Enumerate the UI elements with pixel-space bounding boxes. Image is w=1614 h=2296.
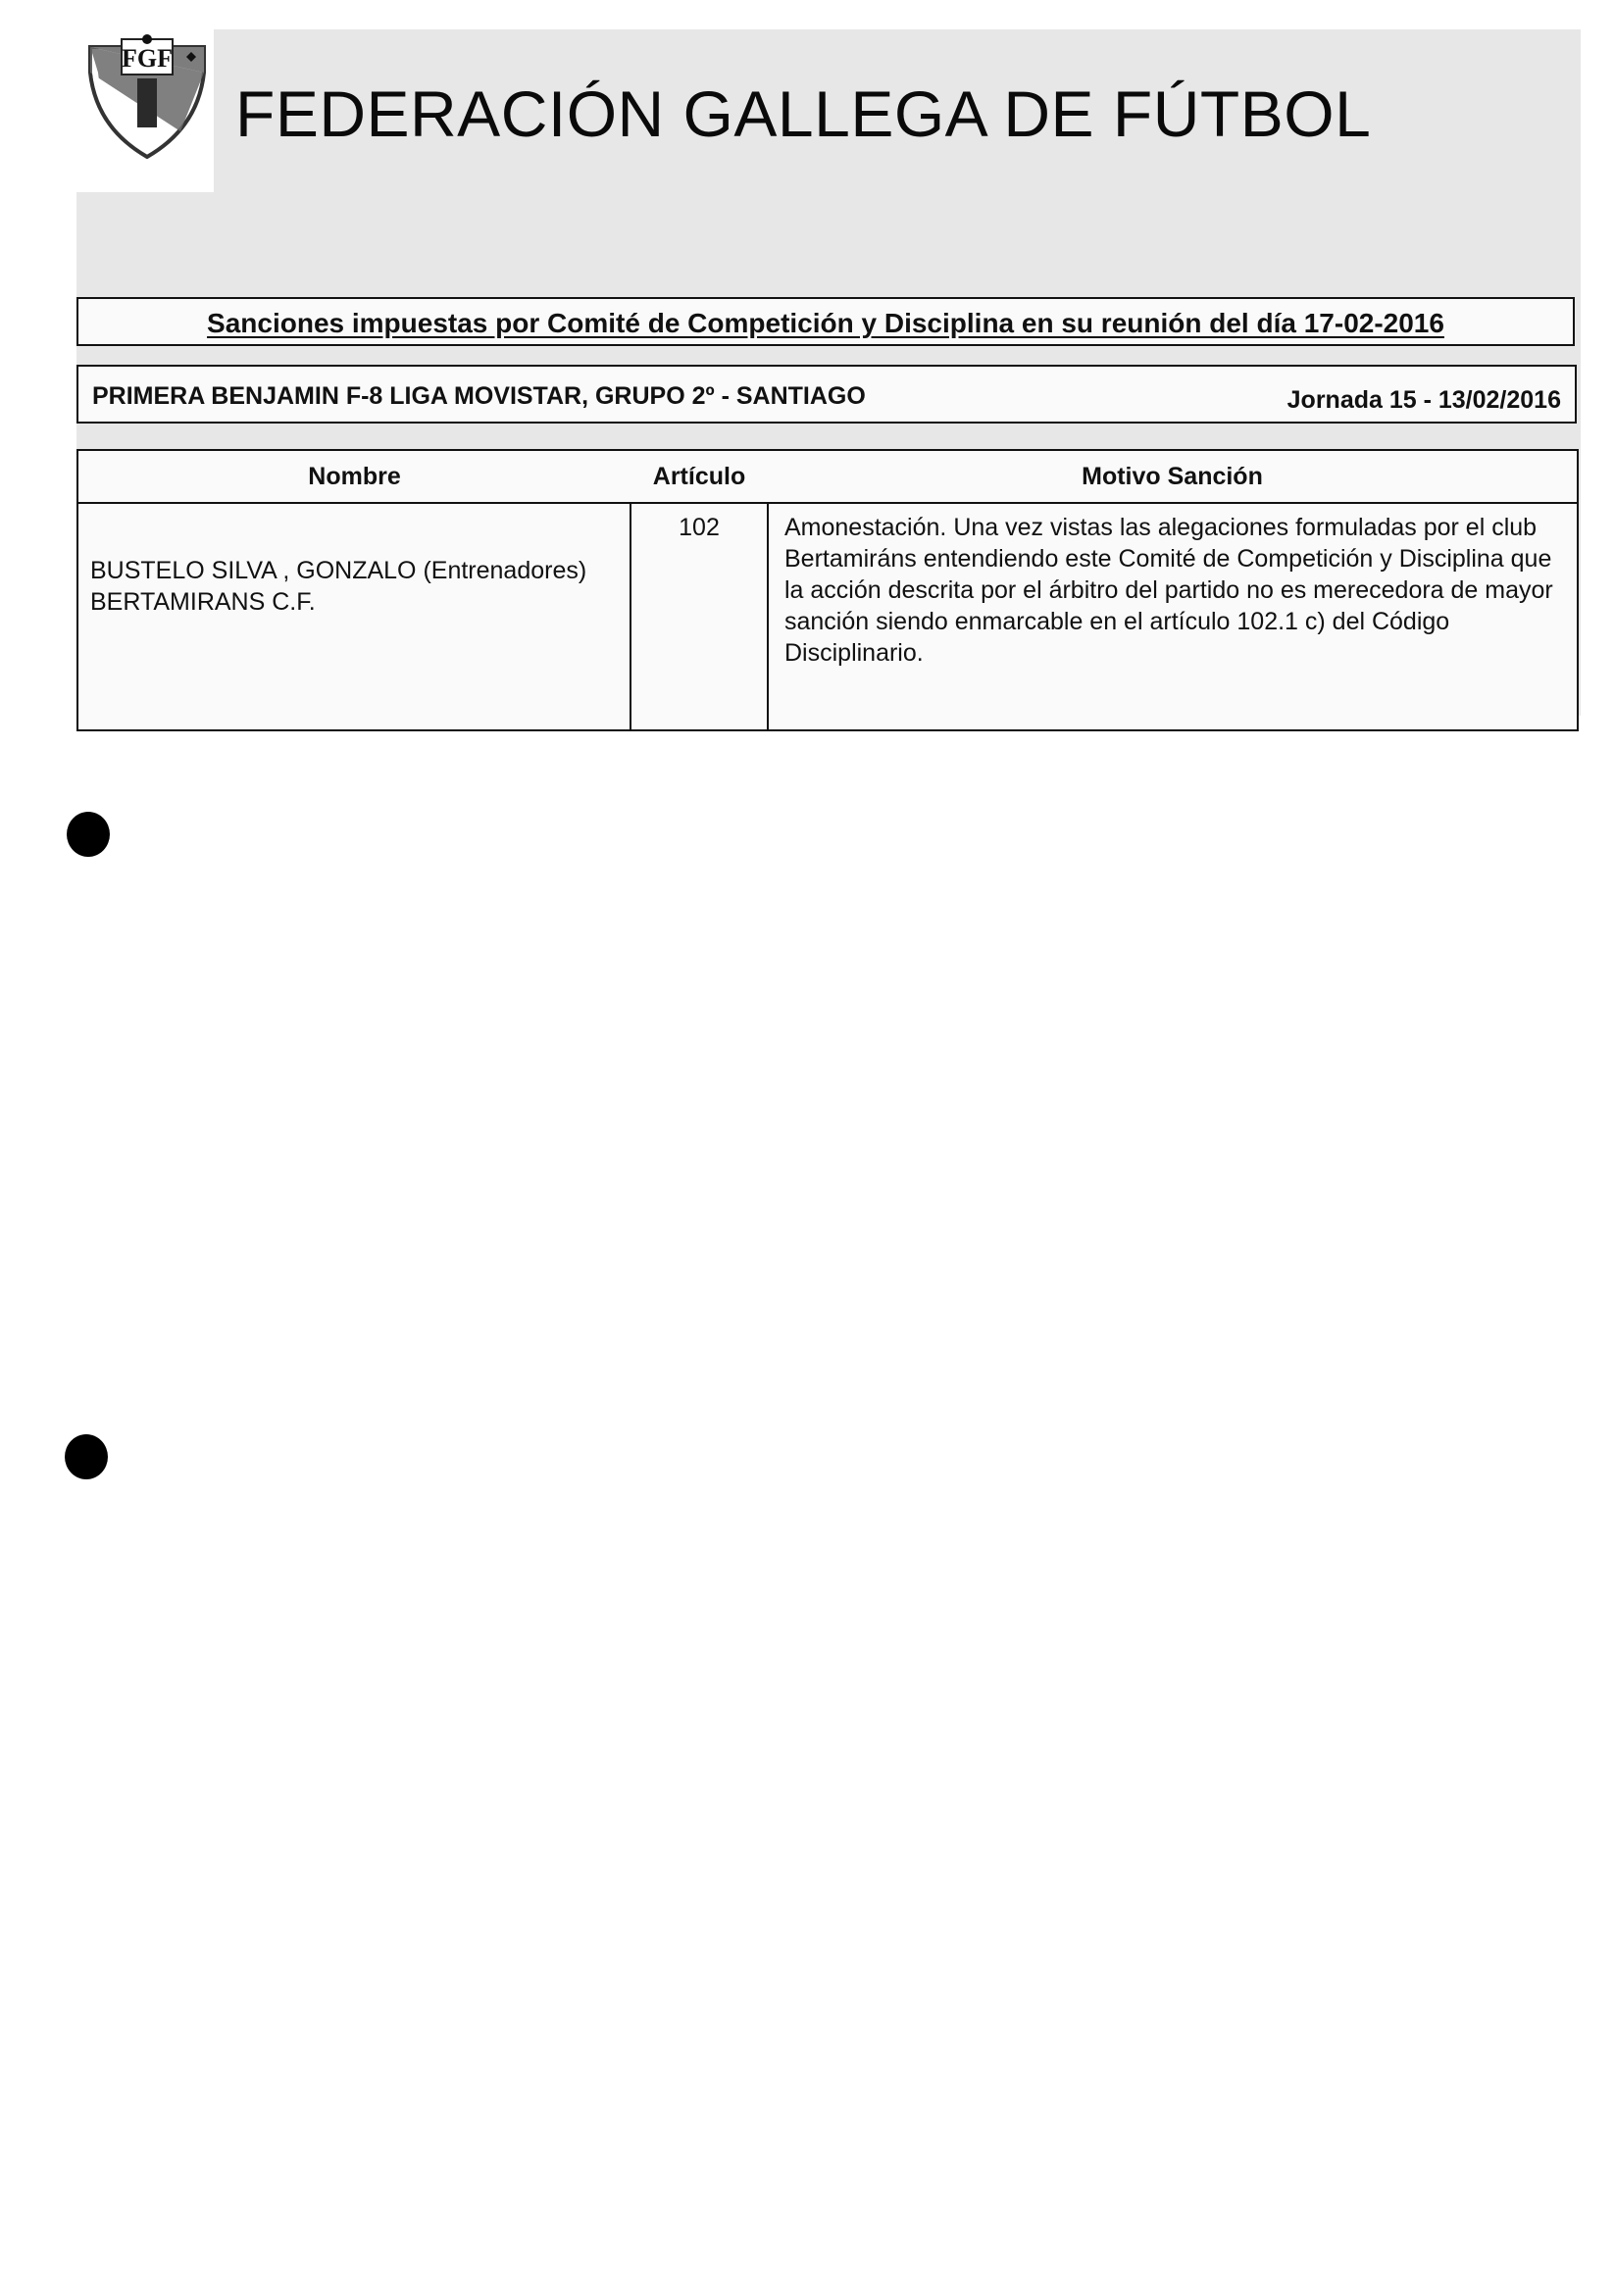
table-row [77,503,1578,730]
jornada-date: Jornada 15 - 13/02/2016 [1286,386,1561,414]
svg-text:FGF: FGF [122,44,173,73]
column-header-nombre: Nombre [77,450,630,503]
federation-crest-logo [82,33,212,161]
sanctions-heading-box [76,297,1575,346]
sanctions-table [76,449,1579,731]
competition-box [76,365,1577,424]
punch-hole [67,812,110,857]
sanctions-heading: Sanciones impuestas por Comité de Competición y Disciplina en su reunión del día 17-02-2016 [207,308,1444,338]
sanctioned-club-name: BERTAMIRANS C.F. [90,588,316,616]
column-header-motivo: Motivo Sanción [768,450,1578,503]
sanction-reason-cell: Amonestación. Una vez vistas las alegaciones formuladas por el club Bertamiráns entendiendo este Comité de Competición y Disciplina que la acción descrita por el árbitro del partido no es merecedora de mayor sanción siendo enmarcable en el artículo 102.1 c) del Código Disciplinario. [768,503,1578,730]
punch-hole [65,1434,108,1479]
table-header-row [77,450,1578,503]
column-header-articulo: Artículo [630,450,768,503]
article-cell: 102 [630,503,768,730]
competition-name: PRIMERA BENJAMIN F-8 LIGA MOVISTAR, GRUPO 2º - SANTIAGO [92,382,866,410]
sanctioned-person-cell [77,503,630,730]
sanctioned-person-name: BUSTELO SILVA , GONZALO (Entrenadores) [90,557,587,584]
federation-title: FEDERACIÓN GALLEGA DE FÚTBOL [235,77,1372,150]
